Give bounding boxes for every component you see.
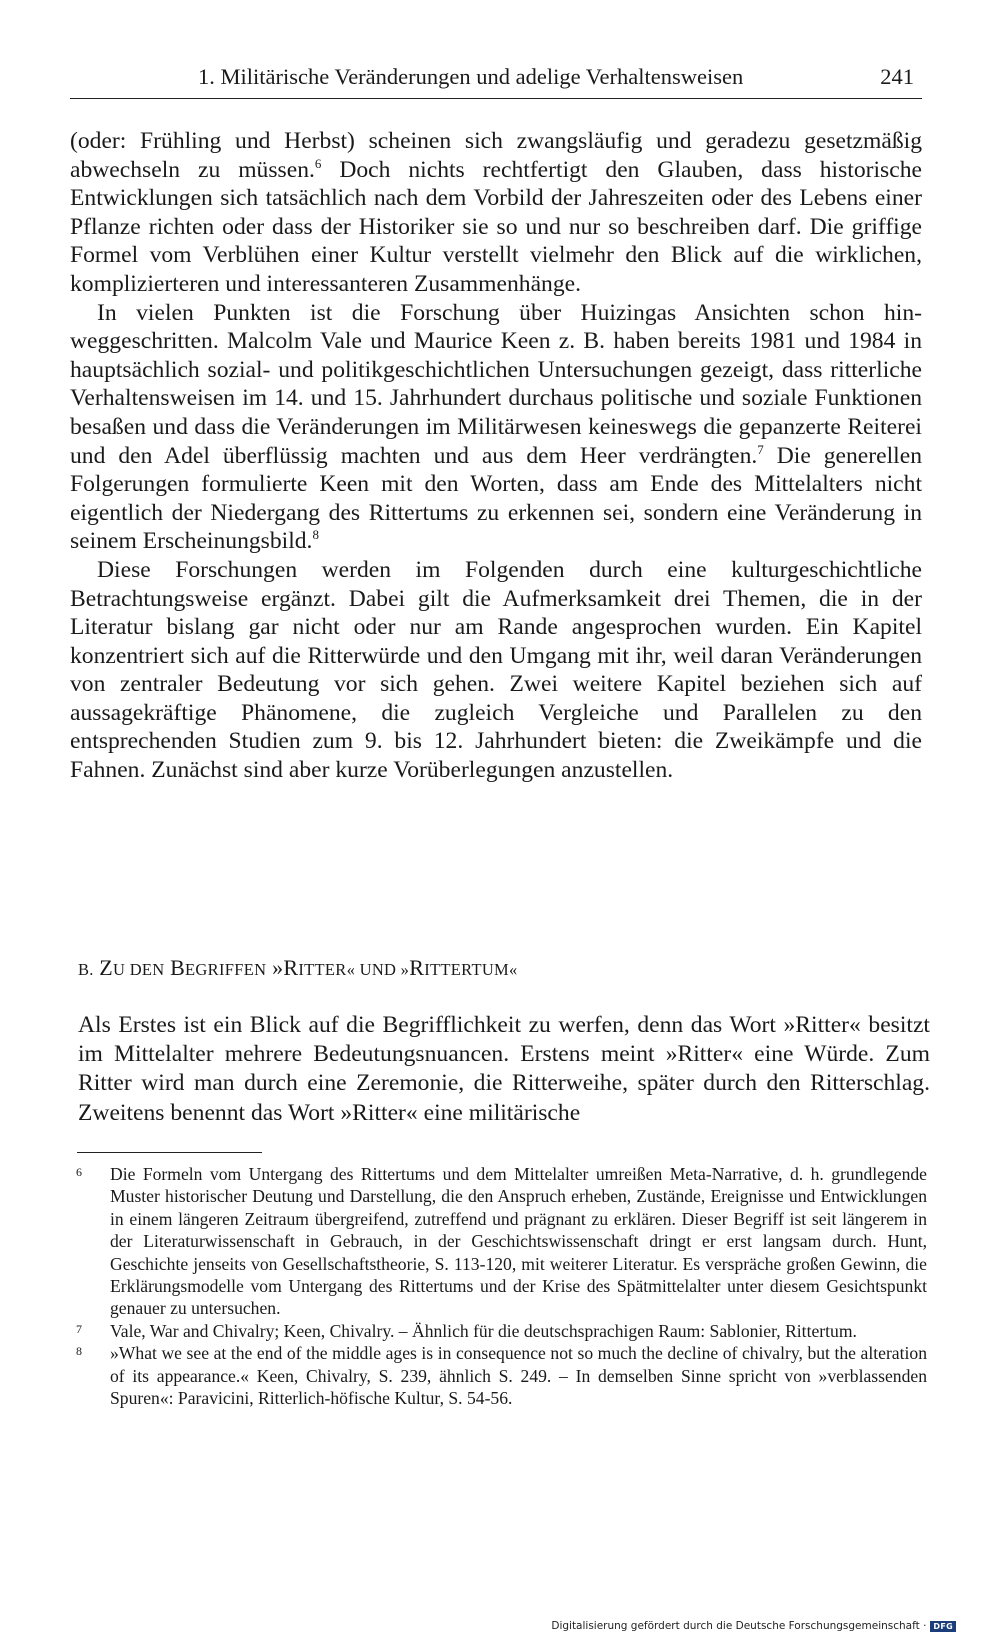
section-text bbox=[78, 1011, 930, 1128]
paragraph-3: Diese Forschungen werden im Folgenden durch eine kulturgeschichtliche Betrachtungsweise ergänzt. Dabei gilt die Aufmerksamkeit drei Themen, die in der Literatur bislang gar nicht oder nur am Rande angesprochen wurden. Ein Kapitel konzentriert sich auf die Ritterwürde und den Umgang mit ihr, weil daran Veränderungen von zentraler Bedeutung vor sich gehen. Zwei weitere Kapitel beziehen sich auf aussagekräftige Phänomene, die zugleich Vergleiche und Parallelen zu den entsprechenden Studien zum 9. bis 12. Jahrhundert bieten: die Zweikämpfe und die Fahnen. Zunächst sind aber kurze Vorüberlegungen anzustellen. bbox=[70, 556, 922, 784]
footnote-text: Vale, War and Chivalry; Keen, Chivalry. – Ähnlich für die deutschsprachigen Raum: Sablonier, Rittertum. bbox=[110, 1320, 857, 1341]
footnote-text: Die Formeln vom Untergang des Rittertums und dem Mittelalter umreißen Meta-Narrative, d. h. grundlegende Muster historischer Deutung und Darstellung, die den Anspruch erheben, Zustände, Ereignisse und Entwicklungen in einem längeren Zeitraum übergreifend, zutreffend und prägnant zu erklären. Dieser Begriff ist seit längerem in der Literaturwissenschaft in Gebrauch, in der Geschichtswissenschaft dringt er erst langsam durch. Hunt, Geschichte jenseits von Gesellschaftstheorie, S. 113-120, mit weiterer Literatur. Es verspräche großen Gewinn, die Erklärungsmodelle vom Untergang des Rittertums und der Krise des Spätmittelalter unter diesem Gesichtspunkt genauer zu untersuchen. bbox=[110, 1164, 927, 1319]
running-head-title: 1. Militärische Veränderungen und adelige Verhaltensweisen bbox=[198, 64, 744, 89]
footnote-number: 7 bbox=[76, 1321, 82, 1336]
credit-text: Digitalisierung gefördert durch die Deutsche Forschungsgemeinschaft · bbox=[551, 1620, 927, 1632]
footnote-ref-6: 6 bbox=[314, 155, 322, 171]
footnote-8 bbox=[76, 1342, 927, 1409]
footnote-rule bbox=[77, 1152, 262, 1153]
running-head bbox=[70, 62, 922, 99]
body-text bbox=[70, 127, 922, 785]
heading-part: « UND » bbox=[346, 960, 410, 979]
paragraph-2 bbox=[70, 299, 922, 556]
heading-part: U DEN bbox=[113, 960, 165, 979]
digitization-credit bbox=[551, 1620, 956, 1632]
section-paragraph: Als Erstes ist ein Blick auf die Begrifflichkeit zu werfen, denn das Wort »Ritter« besitzt im Mittelalter mehrere Bedeutungsnuancen. Erstens meint »Ritter« eine Würde. Zum Ritter wird man durch eine Zeremonie, die Ritterweihe, später durch den Ritterschlag. Zweitens benennt das Wort »Ritter« eine militärische bbox=[78, 1012, 930, 1126]
paragraph-1-text-a: (oder: Frühling und Herbst) scheinen sich zwangsläufig und geradezu gesetzmäßig abwechseln zu müssen. bbox=[70, 128, 922, 183]
footnote-ref-7: 7 bbox=[757, 441, 764, 457]
section-heading bbox=[78, 955, 518, 981]
heading-part: ITTERTUM bbox=[424, 960, 510, 979]
heading-part: EGRIFFEN bbox=[185, 960, 267, 979]
footnote-number: 6 bbox=[76, 1165, 82, 1179]
heading-part: »R bbox=[266, 955, 299, 980]
heading-part: « bbox=[509, 960, 518, 979]
paragraph-1-text-b: Doch nichts rechtfertigt den Glauben, dass historische Entwicklungen sich tatsächlich nach dem Vorbild der Jahreszeiten oder des Lebens einer Pflanze richten oder dass der Historiker sie so und nur so beschreiben darf. Die griffige Formel vom Verblühen einer Kultur verstellt vielmehr den Blick auf die wirklichen, komplizierteren und interessanteren Zusammenhänge. bbox=[70, 156, 922, 297]
dfg-logo: DFG bbox=[930, 1621, 956, 1632]
paragraph-2-text-a: In vielen Punkten ist die Forschung über Huizingas Ansichten schon hinweggeschritten. Malcolm Vale und Maurice Keen z. B. haben bereits 1981 und 1984 in hauptsächlich sozial- und politikgeschichtlichen Untersuchungen gezeigt, dass ritterliche Verhaltensweisen im 14. und 15. Jahrhundert durchaus politische und soziale Funktionen besaßen und dass die Veränderungen im Militärwesen keineswegs die gepanzerte Reiterei und den Adel überflüssig machten und aus dem Heer verdrängten. bbox=[70, 299, 922, 469]
paragraph-2-text-b: Die generellen Folgerungen formulierte Keen mit den Worten, dass am Ende des Mittelalters nicht eigentlich der Niedergang des Rittertums zu erkennen sei, sondern eine Veränderung in seinem Erscheinungsbild. bbox=[70, 442, 922, 555]
footnotes bbox=[76, 1163, 927, 1409]
footnote-text: »What we see at the end of the middle ages is in consequence not so much the decline of chivalry, but the alteration of its appearance.« Keen, Chivalry, S. 239, ähnlich S. 249. – In demselben Sinne spricht von »verblassenden Spuren«: Paravicini, Ritterlich-höfische Kultur, S. 54-56. bbox=[110, 1343, 927, 1409]
footnote-ref-8: 8 bbox=[312, 527, 319, 543]
page-number: 241 bbox=[880, 64, 914, 89]
footnote-number: 8 bbox=[76, 1344, 82, 1359]
heading-part: R bbox=[409, 955, 425, 980]
section-letter: B. bbox=[78, 960, 94, 979]
footnote-7 bbox=[76, 1320, 927, 1342]
heading-part: B bbox=[170, 955, 186, 980]
paragraph-1 bbox=[70, 127, 922, 299]
footnote-6 bbox=[76, 1163, 927, 1320]
heading-part: Z bbox=[99, 955, 114, 980]
heading-part: ITTER bbox=[298, 960, 347, 979]
